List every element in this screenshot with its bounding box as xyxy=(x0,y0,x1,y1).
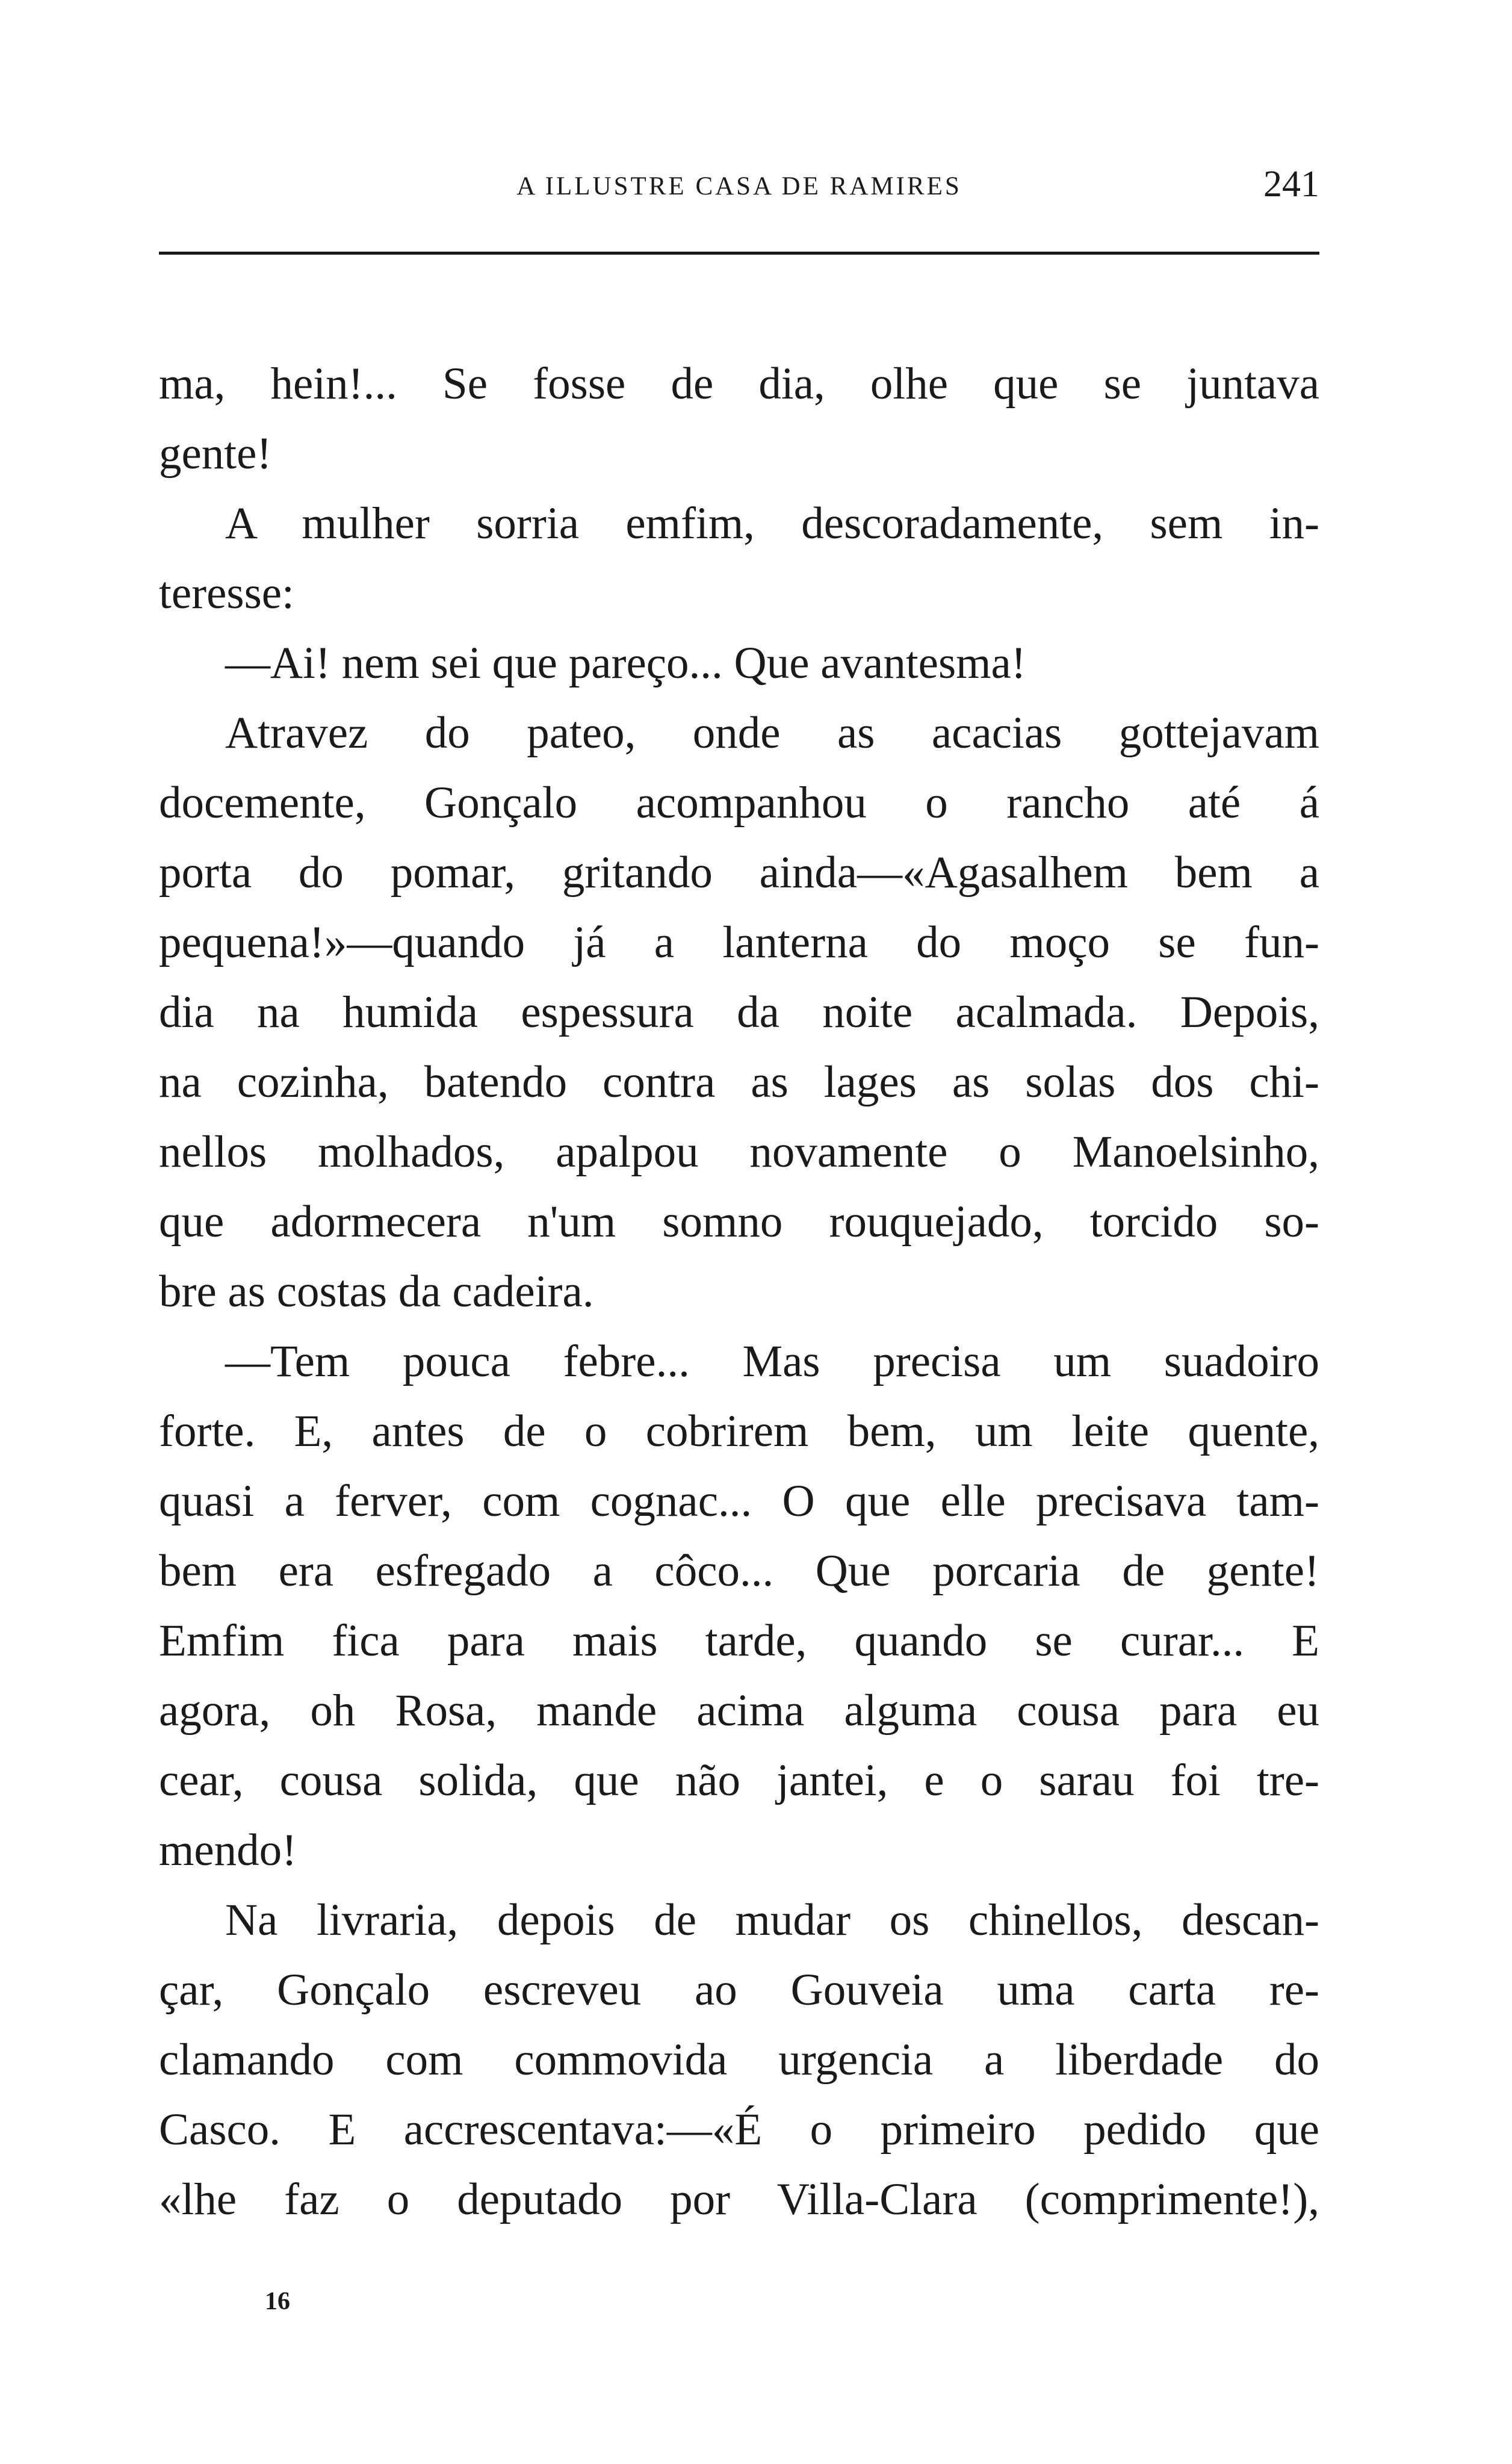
text-line: teresse: xyxy=(159,568,294,618)
running-title: A ILLUSTRE CASA DE RAMIRES xyxy=(516,172,962,200)
running-head xyxy=(159,163,1319,211)
text-line: porta do pomar, gritando ainda—«Agasalhem bem a xyxy=(159,848,1319,898)
body-text xyxy=(159,349,1319,2235)
text-line: —Ai! nem sei que pareço... Que avantesma! xyxy=(225,638,1026,688)
text-line: Atravez do pateo, onde as acacias gottejavam xyxy=(225,708,1319,758)
text-line: Emfim fica para mais tarde, quando se curar... E xyxy=(159,1616,1319,1666)
text-line: gente! xyxy=(159,429,272,479)
text-line: bem era esfregado a côco... Que porcaria de gente! xyxy=(159,1546,1319,1596)
text-line: çar, Gonçalo escreveu ao Gouveia uma carta re- xyxy=(159,1965,1319,2015)
page-number: 241 xyxy=(1263,164,1319,205)
text-line: quasi a ferver, com cognac... O que elle precisava tam- xyxy=(159,1476,1319,1526)
text-line: «lhe faz o deputado por Villa-Clara (comprimente!), xyxy=(159,2174,1319,2224)
text-line: pequena!»—quando já a lanterna do moço se fun- xyxy=(159,917,1319,967)
text-line: A mulher sorria emfim, descoradamente, sem in- xyxy=(225,498,1319,548)
text-line: —Tem pouca febre... Mas precisa um suadoiro xyxy=(225,1336,1319,1386)
text-line: ma, hein!... Se fosse de dia, olhe que se juntava xyxy=(159,359,1319,409)
text-line: Casco. E accrescentava:—«É o primeiro pedido que xyxy=(159,2105,1319,2155)
signature-mark: 16 xyxy=(265,2288,290,2315)
text-line: clamando com commovida urgencia a liberdade do xyxy=(159,2035,1319,2085)
text-line: cear, cousa solida, que não jantei, e o sarau foi tre- xyxy=(159,1755,1319,1805)
text-line: bre as costas da cadeira. xyxy=(159,1267,594,1317)
text-line: Na livraria, depois de mudar os chinellos, descan- xyxy=(225,1895,1319,1945)
text-line: na cozinha, batendo contra as lages as solas dos chi- xyxy=(159,1057,1319,1107)
text-line: nellos molhados, apalpou novamente o Manoelsinho, xyxy=(159,1127,1319,1177)
text-line: que adormecera n'um somno rouquejado, torcido so- xyxy=(159,1197,1319,1247)
text-line: forte. E, antes de o cobrirem bem, um leite quente, xyxy=(159,1406,1319,1456)
text-line: docemente, Gonçalo acompanhou o rancho até á xyxy=(159,778,1319,828)
text-line: dia na humida espessura da noite acalmada. Depois, xyxy=(159,987,1319,1037)
header-rule xyxy=(159,252,1319,255)
text-line: agora, oh Rosa, mande acima alguma cousa para eu xyxy=(159,1686,1319,1736)
text-line: mendo! xyxy=(159,1825,297,1875)
